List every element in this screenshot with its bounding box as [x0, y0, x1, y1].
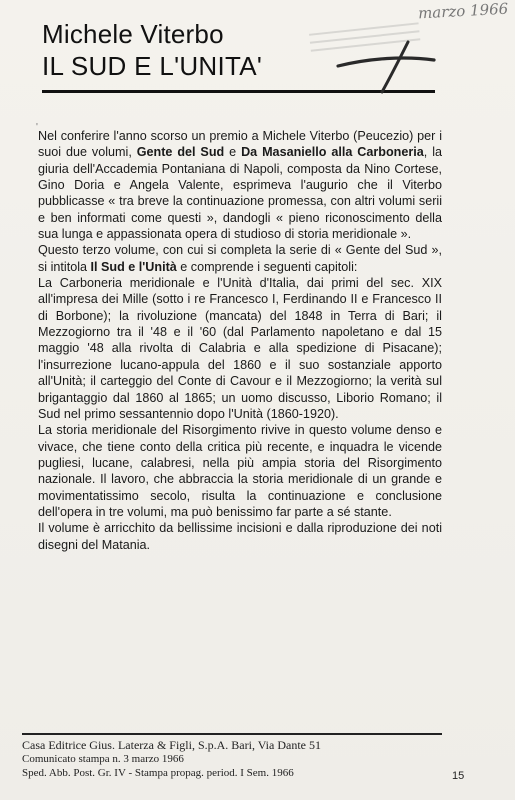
header — [42, 18, 262, 82]
book-title-da-masaniello: Da Masaniello alla Carboneria — [241, 145, 424, 160]
paragraph-1: Nel conferire l'anno scorso un premio a Michele Viterbo (Peucezio) per i suoi due volumi, Gente del Sud e Da Masaniello alla Carboneria, la giuria dell'Accademia Pontaniana di Napoli, composta da Nino Cortese, Gino Doria e Angela Valente, esprimeva l'augurio che il Viterbo pubblicasse « tra breve la continuazione promessa, con altri volumi serii e ben informati come questi », dandogli « pieno riconoscimento della sua lunga e appassionata opera di studioso di storia meridionale ». — [38, 129, 442, 242]
margin-tick: ' — [36, 122, 38, 133]
paragraph-4: La storia meridionale del Risorgimento rivive in questo volume denso e vivace, che tiene conto della critica più recente, e inquadra le vicende pugliesi, lucane, calabresi, nella più ampia storia del Risorgimento nazionale. Il lavoro, che abbraccia la storia meridionale di un grande e movimentatissimo secolo, risulta la continuazione e conclusione dell'opera in tre volumi, ma può benissimo far parte a sé stante. — [38, 423, 442, 519]
paragraph-2: Questo terzo volume, con cui si completa la serie di « Gente del Sud », si intitola Il Sud e l'Unità e comprende i seguenti capitoli: — [38, 243, 442, 274]
paragraph-3: La Carboneria meridionale e l'Unità d'Italia, dai primi del sec. XIX all'impresa dei Mille (sotto i re Francesco I, Ferdinando II e Francesco II di Borbone); la rivoluzione (mancata) del 1848 in Terra di Bari; il Mezzogiorno tra il '48 e il '60 (dal Parlamento napoletano e dal 15 maggio '48 alla rivolta di Calabria e alla spedizione di Pisacane); l'insurrezione lucano-appula del 1860 e il suo sostanziale apporto all'Unità; il carteggio del Conte di Cavour e il Mezzogiorno; la verità sul brigantaggio dal 1860 al 1865; un uomo discusso, Liborio Romano; il Sud nel primo sessantennio dopo l'Unità (1860-1920). — [38, 276, 442, 421]
footer-rule — [22, 733, 442, 735]
footer — [22, 738, 442, 781]
article-title: IL SUD E L'UNITA' — [42, 51, 263, 81]
communique-line: Comunicato stampa n. 3 marzo 1966 — [22, 753, 184, 766]
book-title-il-sud-e-l-unita: Il Sud e l'Unità — [90, 259, 177, 274]
article-body — [38, 128, 442, 553]
book-title-gente-del-sud: Gente del Sud — [136, 145, 225, 160]
postal-line: Sped. Abb. Post. Gr. IV - Stampa propag. period. I Sem. 1966 — [22, 767, 294, 780]
paragraph-5: Il volume è arricchito da bellissime incisioni e dalla riproduzione dei noti disegni del Matania. — [38, 521, 442, 552]
publisher-line: Casa Editrice Gius. Laterza & Figli, S.p.A. Bari, Via Dante 51 — [22, 738, 321, 752]
author-name: Michele Viterbo — [42, 19, 224, 49]
handwritten-date: marzo 1966 — [417, 0, 509, 23]
page-number: 15 — [452, 770, 465, 782]
handwritten-cross-mark — [330, 40, 440, 95]
